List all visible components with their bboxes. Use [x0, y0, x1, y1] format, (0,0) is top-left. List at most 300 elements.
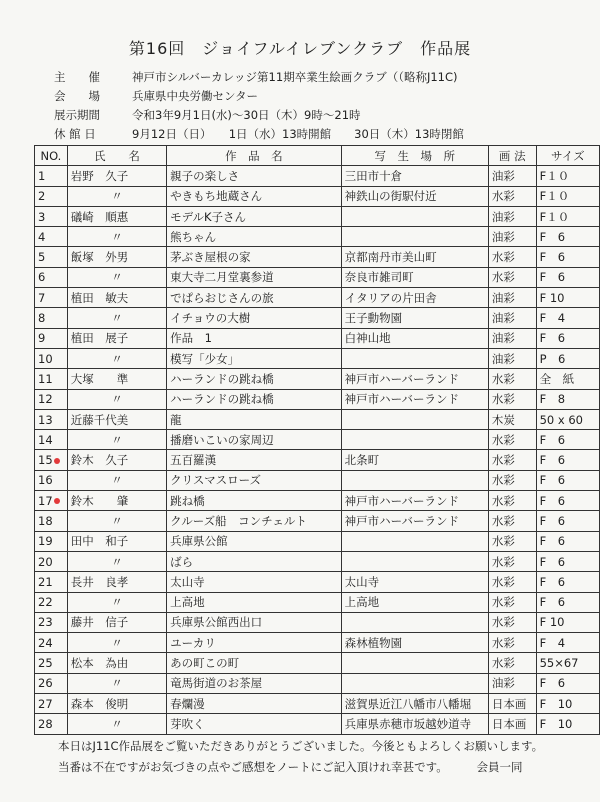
cell-location [341, 551, 488, 571]
footer-note [58, 736, 543, 778]
cell-medium-text: 水彩 [491, 189, 515, 204]
table-row [35, 653, 600, 673]
cell-no-text: 3 [38, 209, 46, 224]
cell-medium [488, 389, 536, 409]
cell-no [35, 673, 68, 693]
cell-title [167, 369, 342, 389]
cell-medium [488, 267, 536, 287]
cell-artist-text: 〃 [111, 351, 123, 366]
cell-medium [488, 328, 536, 348]
cell-size-text: F 6 [539, 331, 566, 346]
cell-artist-text: 〃 [111, 554, 123, 569]
cell-no-text: 10 [38, 351, 53, 366]
cell-title-text: ハーランドの跳ね橋 [170, 392, 274, 407]
cell-location-text: 滋賀県近江八幡市八幡堀 [344, 696, 472, 711]
info-value: 令和3年9月1日(水)～30日（木）9時～21時 [132, 108, 361, 122]
cell-no-text: 28 [38, 716, 53, 731]
table-row [35, 206, 600, 226]
cell-artist [67, 653, 166, 673]
header-artist: 氏 名 [67, 146, 166, 166]
cell-no [35, 206, 68, 226]
cell-artist [67, 227, 166, 247]
cell-title-text: クリスマスローズ [170, 473, 262, 488]
cell-artist [67, 511, 166, 531]
cell-title-text: 太山寺 [170, 574, 205, 589]
cell-size-text: F 6 [539, 453, 566, 468]
cell-artist-text: 近藤千代美 [70, 412, 129, 427]
table-row [35, 369, 600, 389]
cell-medium [488, 694, 536, 714]
cell-no [35, 572, 68, 592]
cell-title-text: でぱらおじさんの旅 [170, 290, 274, 305]
cell-title [167, 247, 342, 267]
cell-location-text: 神戸市ハーバーランド [344, 493, 460, 508]
cell-size-text: F 6 [539, 229, 566, 244]
cell-title [167, 531, 342, 551]
cell-no-text: 2 [38, 189, 46, 204]
cell-size [536, 714, 599, 734]
cell-no-text: 7 [38, 290, 46, 305]
cell-medium-text: 水彩 [491, 432, 515, 447]
table-row [35, 572, 600, 592]
cell-medium-text: 水彩 [491, 534, 515, 549]
cell-title [167, 633, 342, 653]
cell-location [341, 348, 488, 368]
cell-size-text: 55×67 [539, 656, 579, 671]
cell-title [167, 328, 342, 348]
cell-medium [488, 511, 536, 531]
table-row [35, 531, 600, 551]
cell-medium-text: 油彩 [491, 351, 515, 366]
cell-size-text: F 10 [539, 696, 573, 711]
cell-artist [67, 409, 166, 429]
table-row [35, 288, 600, 308]
cell-size-text: F 6 [539, 432, 566, 447]
cell-title [167, 653, 342, 673]
cell-title [167, 511, 342, 531]
cell-artist [67, 673, 166, 693]
cell-artist-text: 松本 為由 [70, 656, 129, 671]
cell-no-text: 19 [38, 534, 53, 549]
cell-no-text: 6 [38, 270, 46, 285]
cell-medium-text: 木炭 [491, 412, 515, 427]
cell-size-text: F 6 [539, 554, 566, 569]
cell-title-text: 龍 [170, 412, 182, 427]
cell-size-text: F 4 [539, 635, 566, 650]
cell-title-text: 兵庫県公館西出口 [170, 615, 263, 630]
cell-no-text: 26 [38, 676, 53, 691]
cell-artist [67, 491, 166, 511]
info-row-venue [54, 87, 464, 106]
cell-title-text: 跳ね橋 [170, 493, 205, 508]
cell-title [167, 206, 342, 226]
table-row [35, 673, 600, 693]
cell-title [167, 409, 342, 429]
cell-location [341, 694, 488, 714]
table-row [35, 267, 600, 287]
cell-artist-text: 植田 敏夫 [70, 290, 129, 305]
cell-medium [488, 227, 536, 247]
page-title: 第16回 ジョイフルイレブンクラブ 作品展 [128, 39, 472, 58]
cell-artist-text: 〃 [111, 229, 123, 244]
cell-location-text: 神戸市ハーバーランド [344, 392, 460, 407]
cell-location [341, 592, 488, 612]
cell-medium [488, 247, 536, 267]
cell-size-text: F 6 [539, 676, 566, 691]
cell-location [341, 430, 488, 450]
cell-size-text: F 6 [539, 513, 566, 528]
cell-title [167, 551, 342, 571]
cell-title-text: 兵庫県公館 [170, 534, 228, 549]
cell-size-text: F 4 [539, 311, 566, 326]
header-size: サイズ [536, 146, 599, 166]
cell-size [536, 572, 599, 592]
cell-title-text: 熊ちゃん [170, 229, 217, 244]
cell-medium-text: 水彩 [491, 493, 515, 508]
cell-medium [488, 430, 536, 450]
table-row [35, 389, 600, 409]
table-row [35, 470, 600, 490]
cell-medium-text: 油彩 [491, 290, 515, 305]
cell-artist [67, 551, 166, 571]
cell-artist [67, 267, 166, 287]
cell-no [35, 409, 68, 429]
cell-location-text: 太山寺 [344, 574, 380, 589]
cell-no [35, 247, 68, 267]
cell-no [35, 430, 68, 450]
cell-size-text: F 6 [539, 250, 566, 265]
cell-medium [488, 166, 536, 186]
cell-artist-text: 鈴木 肇 [70, 493, 129, 508]
cell-medium [488, 572, 536, 592]
cell-medium-text: 水彩 [491, 574, 515, 589]
cell-title [167, 389, 342, 409]
cell-no-text: 27 [38, 696, 53, 711]
cell-location [341, 612, 488, 632]
cell-location-text: 三田市十倉 [344, 168, 403, 183]
cell-location [341, 633, 488, 653]
cell-title-text: あの町この町 [170, 656, 240, 671]
cell-artist-text: 〃 [111, 189, 123, 204]
cell-size-text: F 6 [539, 270, 566, 285]
cell-medium-text: 水彩 [491, 615, 515, 630]
cell-no [35, 592, 68, 612]
cell-artist [67, 430, 166, 450]
cell-title-text: 作品 1 [170, 331, 212, 346]
cell-artist-text: 〃 [111, 432, 123, 447]
cell-location-text: 京都南丹市美山町 [344, 250, 437, 265]
cell-location [341, 572, 488, 592]
cell-size [536, 369, 599, 389]
cell-no [35, 389, 68, 409]
cell-location [341, 308, 488, 328]
cell-location [341, 267, 488, 287]
cell-medium [488, 409, 536, 429]
cell-medium [488, 531, 536, 551]
cell-medium [488, 470, 536, 490]
table-row [35, 409, 600, 429]
cell-size [536, 166, 599, 186]
cell-medium-text: 油彩 [491, 311, 515, 326]
cell-size [536, 511, 599, 531]
cell-size-text: F１０ [539, 209, 570, 224]
cell-artist-text: 〃 [111, 595, 123, 610]
cell-no [35, 531, 68, 551]
cell-artist [67, 186, 166, 206]
cell-medium [488, 348, 536, 368]
cell-size-text: F 6 [539, 595, 566, 610]
cell-location-text: 森林植物園 [344, 635, 403, 650]
cell-no-text: 20 [38, 554, 53, 569]
cell-title-text: 春爛漫 [170, 696, 205, 711]
cell-title-text: ハーランドの跳ね橋 [170, 371, 274, 386]
cell-title-text: モデルK子さん [170, 209, 247, 224]
cell-size [536, 653, 599, 673]
table-row [35, 694, 600, 714]
info-row-closed [54, 125, 464, 144]
cell-medium-text: 水彩 [491, 453, 515, 468]
cell-artist-text: 〃 [111, 311, 123, 326]
cell-artist [67, 348, 166, 368]
cell-no-text: 25 [38, 656, 53, 671]
cell-location [341, 673, 488, 693]
cell-size [536, 450, 599, 470]
cell-location [341, 186, 488, 206]
cell-location [341, 511, 488, 531]
event-info [54, 68, 464, 144]
cell-medium-text: 水彩 [491, 554, 515, 569]
info-label: 休 館 日 [54, 127, 96, 141]
cell-title [167, 166, 342, 186]
cell-medium-text: 日本画 [491, 696, 527, 711]
info-label: 展示期間 [54, 108, 100, 122]
cell-no [35, 348, 68, 368]
cell-size [536, 430, 599, 450]
cell-artist [67, 247, 166, 267]
cell-size [536, 206, 599, 226]
cell-medium-text: 油彩 [491, 209, 515, 224]
cell-medium [488, 369, 536, 389]
cell-size [536, 531, 599, 551]
info-row-period [54, 106, 464, 125]
table-row [35, 633, 600, 653]
cell-no [35, 166, 68, 186]
cell-location-text: 神戸市ハーバーランド [344, 371, 460, 386]
cell-no-text: 14 [38, 432, 53, 447]
footer-line-1: 本日はJ11C作品展をご覧いただきありがとうございました。今後ともよろしくお願いします。 [58, 739, 544, 753]
table-row [35, 511, 600, 531]
cell-title [167, 430, 342, 450]
cell-medium-text: 水彩 [491, 371, 515, 386]
cell-title [167, 714, 342, 734]
cell-title-text: 上高地 [170, 595, 205, 610]
cell-size-text: F 10 [539, 290, 565, 305]
cell-no [35, 714, 68, 734]
cell-title-text: 親子の楽しさ [170, 168, 240, 183]
cell-no [35, 612, 68, 632]
cell-no [35, 511, 68, 531]
cell-no [35, 470, 68, 490]
cell-no-text: 15 [38, 453, 53, 468]
cell-location [341, 450, 488, 470]
cell-title [167, 267, 342, 287]
cell-no-text: 13 [38, 412, 53, 427]
cell-artist-text: 〃 [111, 513, 123, 528]
cell-size [536, 470, 599, 490]
cell-size-text: F 6 [539, 493, 566, 508]
cell-size-text: F 10 [539, 615, 565, 630]
table-row [35, 491, 600, 511]
cell-artist-text: 〃 [111, 270, 123, 285]
cell-no [35, 450, 68, 470]
cell-size [536, 308, 599, 328]
cell-artist [67, 531, 166, 551]
cell-no-text: 1 [38, 168, 46, 183]
cell-medium [488, 592, 536, 612]
cell-size [536, 673, 599, 693]
info-label: 会 場 [54, 89, 100, 103]
footer-line-2: 当番は不在ですがお気づきの点やご感想をノートにご記入頂けれ幸甚です。 会員一同 [58, 760, 523, 774]
table-row [35, 551, 600, 571]
cell-title [167, 288, 342, 308]
cell-title-text: やきもち地蔵さん [170, 189, 263, 204]
table-row [35, 348, 600, 368]
info-row-organizer [54, 68, 464, 87]
cell-size [536, 409, 599, 429]
cell-size [536, 288, 599, 308]
cell-location [341, 227, 488, 247]
red-dot-marker [54, 458, 60, 464]
cell-size [536, 328, 599, 348]
cell-size [536, 592, 599, 612]
cell-size [536, 389, 599, 409]
cell-medium-text: 水彩 [491, 473, 515, 488]
cell-size [536, 694, 599, 714]
header-medium: 画 法 [488, 146, 536, 166]
cell-artist-text: 長井 良孝 [70, 574, 129, 589]
cell-size-text: F１０ [539, 168, 570, 183]
cell-title-text: 模写「少女」 [170, 351, 240, 366]
cell-title-text: ユーカリ [170, 635, 216, 650]
cell-no [35, 491, 68, 511]
cell-artist-text: 岩野 久子 [70, 168, 129, 183]
cell-no-text: 11 [38, 371, 53, 386]
red-dot-marker [54, 498, 60, 504]
cell-medium-text: 水彩 [491, 250, 515, 265]
cell-medium-text: 水彩 [491, 270, 515, 285]
cell-artist [67, 612, 166, 632]
cell-location-text: 上高地 [344, 595, 380, 610]
cell-artist [67, 328, 166, 348]
cell-title-text: イチョウの大樹 [170, 311, 251, 326]
cell-location-text: 王子動物園 [344, 311, 403, 326]
cell-location [341, 328, 488, 348]
cell-no-text: 22 [38, 595, 53, 610]
cell-size-text: F１０ [539, 189, 570, 204]
cell-title [167, 470, 342, 490]
cell-title [167, 612, 342, 632]
cell-medium [488, 288, 536, 308]
cell-size [536, 227, 599, 247]
cell-size [536, 267, 599, 287]
cell-no [35, 653, 68, 673]
cell-location-text: 北条町 [344, 453, 380, 468]
cell-medium-text: 油彩 [491, 229, 515, 244]
table-row [35, 308, 600, 328]
cell-artist [67, 166, 166, 186]
cell-no [35, 328, 68, 348]
cell-no [35, 369, 68, 389]
table-row [35, 612, 600, 632]
table-body [35, 166, 600, 734]
cell-medium-text: 水彩 [491, 635, 515, 650]
info-value: 9月12日（日） 1日（水）13時開館 30日（木）13時閉館 [132, 127, 464, 141]
cell-medium-text: 日本画 [491, 716, 527, 731]
cell-artist [67, 694, 166, 714]
cell-artist [67, 389, 166, 409]
cell-medium [488, 612, 536, 632]
cell-no-text: 21 [38, 574, 53, 589]
cell-location-text: イタリアの片田舎 [344, 290, 437, 305]
cell-no-text: 18 [38, 513, 53, 528]
cell-medium [488, 450, 536, 470]
cell-artist-text: 森本 俊明 [70, 696, 129, 711]
cell-title-text: ばら [170, 554, 194, 569]
cell-no-text: 5 [38, 250, 46, 265]
cell-no-text: 17 [38, 493, 53, 508]
cell-medium-text: 油彩 [491, 676, 515, 691]
cell-location [341, 166, 488, 186]
cell-artist [67, 470, 166, 490]
cell-artist-text: 〃 [111, 392, 123, 407]
cell-artist [67, 572, 166, 592]
cell-artist-text: 礒崎 順惠 [70, 209, 129, 224]
cell-title [167, 572, 342, 592]
cell-medium-text: 水彩 [491, 656, 515, 671]
cell-location-text: 神戸市ハーバーランド [344, 513, 460, 528]
cell-no [35, 227, 68, 247]
table-row [35, 227, 600, 247]
cell-medium-text: 水彩 [491, 392, 515, 407]
cell-no-text: 16 [38, 473, 53, 488]
cell-medium [488, 206, 536, 226]
info-label: 主 催 [54, 70, 100, 84]
header-title: 作 品 名 [167, 146, 342, 166]
cell-no-text: 24 [38, 635, 53, 650]
cell-artist-text: 〃 [111, 676, 123, 691]
cell-size-text: F 10 [539, 716, 573, 731]
cell-artist [67, 369, 166, 389]
cell-artist-text: 大塚 準 [70, 371, 129, 386]
cell-location-text: 白神山地 [344, 331, 391, 346]
cell-no [35, 694, 68, 714]
cell-location [341, 714, 488, 734]
cell-size [536, 612, 599, 632]
cell-title [167, 491, 342, 511]
cell-artist [67, 714, 166, 734]
cell-medium-text: 油彩 [491, 168, 515, 183]
cell-medium [488, 673, 536, 693]
cell-location [341, 409, 488, 429]
cell-medium [488, 308, 536, 328]
cell-artist-text: 〃 [111, 635, 123, 650]
cell-artist-text: 藤井 信子 [70, 615, 129, 630]
cell-title [167, 673, 342, 693]
cell-location [341, 247, 488, 267]
table-row [35, 714, 600, 734]
cell-size-text: P 6 [539, 351, 566, 366]
cell-artist [67, 633, 166, 653]
